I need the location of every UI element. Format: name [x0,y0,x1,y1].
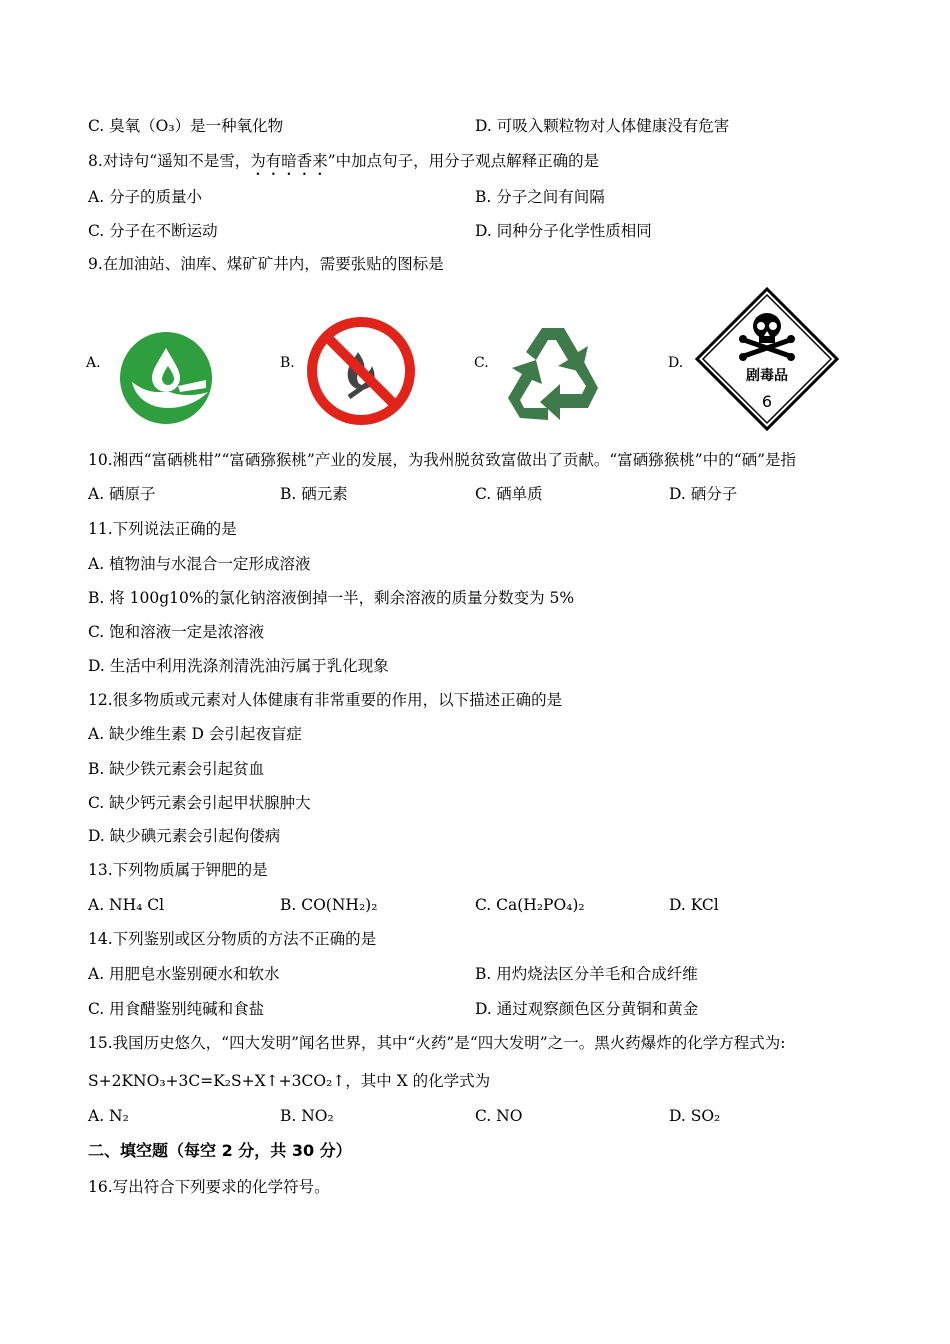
q8-stem-post: ”中加点句子，用分子观点解释正确的是 [327,152,600,170]
q13-stem: 13.下列物质属于钾肥的是 [88,861,268,879]
q12-option-d: D. 缺少碘元素会引起佝偻病 [88,827,281,845]
q11-option-b: B. 将 100g10%的氯化钠溶液倒掉一半，剩余溶液的质量分数变为 5% [88,589,575,607]
q14-option-b: B. 用灼烧法区分羊毛和合成纤维 [475,965,698,983]
q8-stem-pre: 8.对诗句“遥知不是雪， [88,152,251,170]
toxic-icon [694,286,840,432]
toxic-sign-text: 剧毒品 [746,368,788,384]
q14-option-d: D. 通过观察颜色区分黄铜和黄金 [475,1000,699,1018]
q9-label-d: D. [668,355,684,371]
q15-option-a: A. N₂ [88,1107,129,1125]
q10-option-c: C. 硒单质 [475,485,543,503]
toxic-sign-number: 6 [761,392,773,411]
q7-option-c: C. 臭氧（O₃）是一种氧化物 [88,117,284,135]
section-2-heading: 二、填空题（每空 2 分，共 30 分） [88,1141,352,1160]
q8-stem [88,151,599,179]
q13-option-b: B. CO(NH₂)₂ [280,896,378,914]
q10-option-b: B. 硒元素 [280,485,348,503]
q9-stem: 9.在加油站、油库、煤矿矿井内，需要张贴的图标是 [88,255,444,273]
q9-label-a: A. [86,355,101,371]
q10-stem: 10.湘西“富硒桃柑”“富硒猕猴桃”产业的发展，为我州脱贫致富做出了贡献。“富硒猕猴桃”中的“硒”是指 [88,451,797,469]
q8-option-d: D. 同种分子化学性质相同 [475,222,652,240]
q13-option-a: A. NH₄ Cl [88,896,165,914]
q8-option-a: A. 分子的质量小 [88,188,203,206]
q7-option-d: D. 可吸入颗粒物对人体健康没有危害 [475,117,730,135]
q15-equation: S+2KNO₃+3C=K₂S+X↑+3CO₂↑，其中 X 的化学式为 [88,1072,491,1090]
q14-option-a: A. 用肥皂水鉴别硬水和软水 [88,965,280,983]
q13-option-c: C. Ca(H₂PO₄)₂ [475,896,585,914]
q12-stem: 12.很多物质或元素对人体健康有非常重要的作用，以下描述正确的是 [88,691,563,709]
q14-stem: 14.下列鉴别或区分物质的方法不正确的是 [88,930,377,948]
q8-option-c: C. 分子在不断运动 [88,222,218,240]
q8-option-b: B. 分子之间有间隔 [475,188,605,206]
q16-stem: 16.写出符合下列要求的化学符号。 [88,1178,330,1196]
q9-label-c: C. [474,355,489,371]
q10-option-a: A. 硒原子 [88,485,156,503]
water-saving-icon [118,330,214,426]
q15-option-c: C. NO [475,1107,523,1125]
q12-option-b: B. 缺少铁元素会引起贫血 [88,760,265,778]
q11-option-a: A. 植物油与水混合一定形成溶液 [88,555,311,573]
q8-dotted-phrase: 为有暗香来 [250,152,328,170]
q10-option-d: D. 硒分子 [669,485,738,503]
q15-option-d: D. SO₂ [669,1107,721,1125]
q12-option-c: C. 缺少钙元素会引起甲状腺肿大 [88,794,311,812]
q11-stem: 11.下列说法正确的是 [88,520,237,538]
q14-option-c: C. 用食醋鉴别纯碱和食盐 [88,1000,265,1018]
q15-option-b: B. NO₂ [280,1107,334,1125]
q12-option-a: A. 缺少维生素 D 会引起夜盲症 [88,725,302,743]
q9-label-b: B. [280,355,295,371]
q15-stem: 15.我国历史悠久，“四大发明”闻名世界，其中“火药”是“四大发明”之一。黑火药爆炸的化学方程式为: [88,1034,786,1052]
q11-option-d: D. 生活中利用洗涤剂清洗油污属于乳化现象 [88,657,389,675]
q13-option-d: D. KCl [669,896,719,914]
q11-option-c: C. 饱和溶液一定是浓溶液 [88,623,265,641]
recycle-icon [498,322,608,426]
no-fire-icon [306,316,416,426]
